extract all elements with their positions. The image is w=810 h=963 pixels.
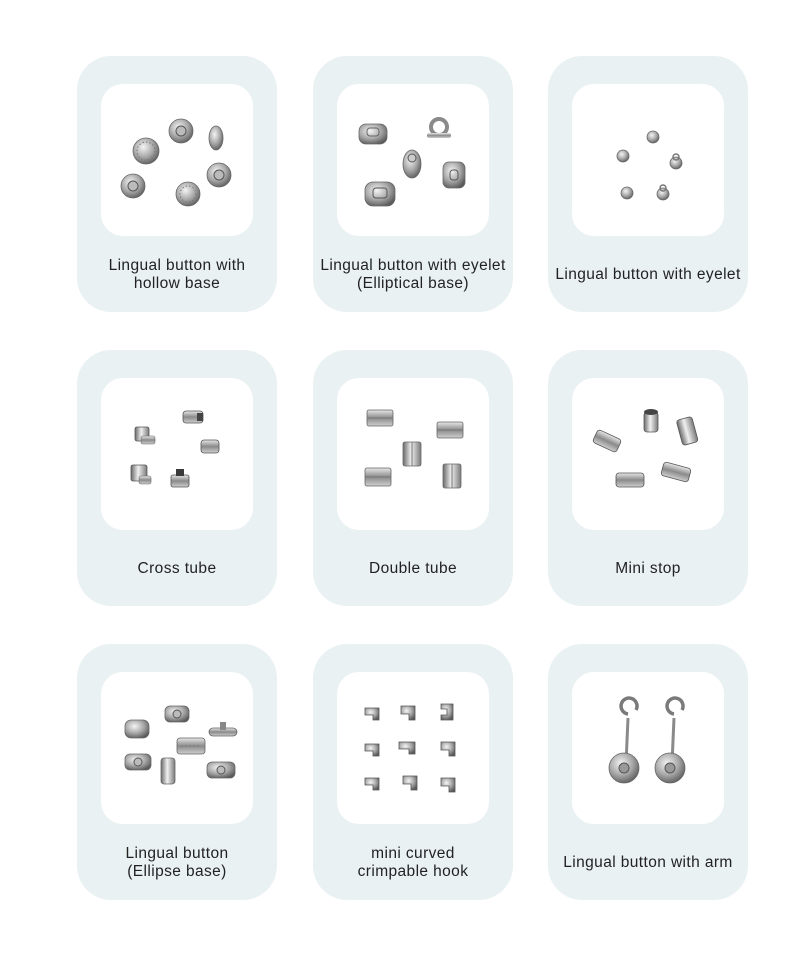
mini-curved-crimpable-hook-photo bbox=[337, 672, 489, 824]
lingual-button-hollow-base-photo bbox=[101, 84, 253, 236]
product-card-curved-hook[interactable] bbox=[313, 644, 513, 900]
product-caption: Lingual button (Ellipse base) bbox=[125, 845, 229, 880]
product-card-arm[interactable] bbox=[548, 644, 748, 900]
lingual-button-arm-photo bbox=[572, 672, 724, 824]
product-card-double-tube[interactable] bbox=[313, 350, 513, 606]
product-card-mini-stop[interactable] bbox=[548, 350, 748, 606]
product-caption: mini curved crimpable hook bbox=[357, 845, 469, 880]
product-card-eyelet-elliptical[interactable] bbox=[313, 56, 513, 312]
product-caption: Lingual button with hollow base bbox=[108, 257, 246, 292]
product-card-eyelet[interactable] bbox=[548, 56, 748, 312]
cross-tube-photo bbox=[101, 378, 253, 530]
product-caption: Lingual button with arm bbox=[563, 854, 733, 871]
product-card-cross-tube[interactable] bbox=[77, 350, 277, 606]
lingual-button-eyelet-photo bbox=[572, 84, 724, 236]
double-tube-photo bbox=[337, 378, 489, 530]
lingual-button-ellipse-base-photo bbox=[101, 672, 253, 824]
product-card-hollow[interactable] bbox=[77, 56, 277, 312]
product-caption: Mini stop bbox=[615, 560, 681, 577]
product-caption: Lingual button with eyelet (Elliptical base) bbox=[320, 257, 506, 292]
product-caption: Lingual button with eyelet bbox=[555, 266, 741, 283]
mini-stop-photo bbox=[572, 378, 724, 530]
product-caption: Double tube bbox=[369, 560, 457, 577]
product-card-ellipse-base[interactable] bbox=[77, 644, 277, 900]
product-caption: Cross tube bbox=[137, 560, 217, 577]
lingual-button-eyelet-elliptical-photo bbox=[337, 84, 489, 236]
